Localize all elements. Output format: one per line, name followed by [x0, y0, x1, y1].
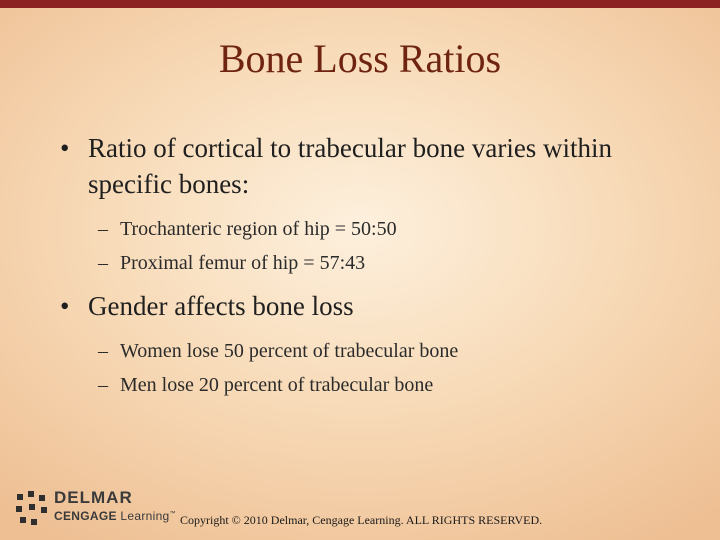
bullet-item	[58, 130, 698, 202]
logo-wordmark-delmar: DELMAR	[54, 488, 133, 507]
slide-title: Bone Loss Ratios	[218, 36, 502, 81]
logo-wordmark-cengage	[54, 509, 176, 523]
sub-bullet-item: – Proximal femur of hip = 57:43	[58, 246, 698, 280]
top-accent-bar	[0, 0, 720, 8]
sub-bullet-list	[58, 212, 698, 280]
sub-bullet-item: – Trochanteric region of hip = 50:50	[58, 212, 698, 246]
slide-content	[58, 130, 698, 402]
bullet-text: Gender affects bone loss	[88, 291, 354, 321]
footer	[0, 486, 720, 540]
sub-bullet-item: – Men lose 20 percent of trabecular bone	[58, 368, 698, 402]
bullet-text: Ratio of cortical to trabecular bone varies within specific bones:	[88, 133, 613, 199]
logo-cengage-text: CENGAGE	[54, 509, 117, 523]
bullet-item	[58, 288, 698, 324]
trademark-mark: ™	[169, 511, 176, 517]
sub-bullet-list	[58, 334, 698, 402]
logo-learning-text: Learning	[120, 509, 170, 523]
copyright-notice: Copyright © 2010 Delmar, Cengage Learning. ALL RIGHTS RESERVED.	[180, 513, 543, 527]
sub-bullet-item: – Women lose 50 percent of trabecular bone	[58, 334, 698, 368]
delmar-logo-icon	[14, 490, 50, 526]
